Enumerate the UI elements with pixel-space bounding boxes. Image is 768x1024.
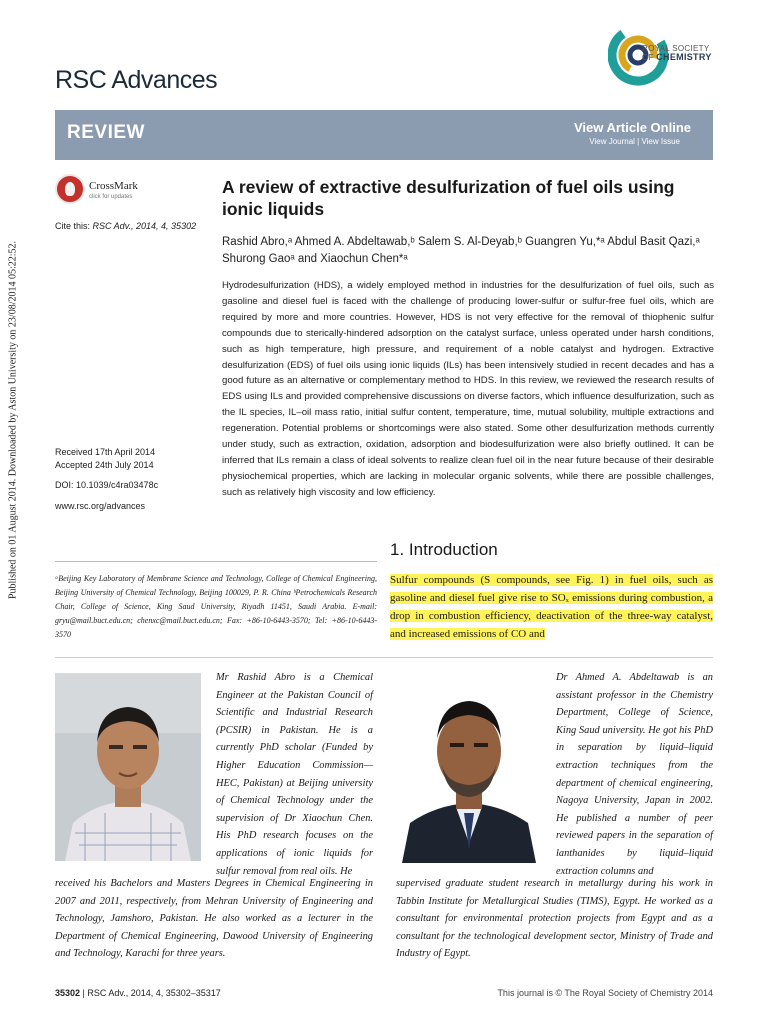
doi[interactable]: DOI: 10.1039/c4ra03478c: [55, 480, 159, 490]
bio-ahmed-abdeltawab-top: Dr Ahmed A. Abdeltawab is an assistant professor in the Chemistry Department, College of Science, King Saud university. He got his PhD in separation by liquid–liquid extraction techniques from the department of chemical engineering, Nagoya University, Japan in 2002. He published a number of peer reviewed papers in the separation of lanthanides by liquid–liquid extraction columns and: [556, 672, 713, 877]
article-title: A review of extractive desulfurization of fuel oils using ionic liquids: [222, 177, 675, 219]
bio-divider: [55, 657, 713, 658]
portrait-image: [396, 673, 542, 863]
introduction-paragraph: [390, 571, 713, 643]
view-journal-issue-links[interactable]: View Journal | View Issue: [589, 137, 680, 146]
bio-ahmed-abdeltawab-bottom: supervised graduate student research in metallurgy during his work in Tabbin Institute for Metallurgical Studies (TIMS), Egypt. He worked as a consultant for environmental protection projects from Egypt and as a consultant for the technological development sector, Ministry of Trade and Industry of Egypt.: [396, 878, 713, 960]
footer-citation: 35302 | RSC Adv., 2014, 4, 35302–35317: [55, 988, 221, 998]
footer-copyright: This journal is © The Royal Society of Chemistry 2014: [497, 988, 713, 998]
article-dates: Received 17th April 2014 Accepted 24th July 2014: [55, 447, 156, 470]
rsc-logo[interactable]: [608, 22, 718, 88]
download-stamp: Published on 01 August 2014. Downloaded by Aston University on 23/08/2014 05:22:52.: [7, 240, 19, 600]
journal-name: RSC Advances: [55, 66, 218, 94]
journal-website-link[interactable]: www.rsc.org/advances: [55, 501, 146, 511]
highlighted-text[interactable]: Sulfur compounds (S compounds, see Fig. 1) in fuel oils, such as gasoline and diesel fuel give rise to SOₓ emissions during combustion, a drop in combustion efficiency, deactivation of the three-way catalyst, and increased emissions of CO and: [390, 574, 713, 640]
author-photo-rashid-abro: [55, 673, 201, 861]
crossmark-badge[interactable]: CrossMark click for updates: [55, 174, 165, 208]
abstract: Hydrodesulfurization (HDS), a widely employed method in industries for the desulfurization of fuel oils, such as gasoline and diesel fuel is faced with the challenge of producing lower-sulfur or sulfur-free fuel oils, which are required by more and more countries. However, HDS is not very effective for the removal of thiophenic sulfur compounds due to sterically-hindered adsorption on the catalyst surface, unless operated under harsh conditions, such as high temperature, high pressure, and requirement of a noble catalyst and hydrogen. Extractive desulfurization (EDS) of fuel oils using ionic liquids (ILs) has been intensively studied in recent decades and has a good future as an alternative or complementary method to HDS. In this review, we reviewed the research results of EDS using ILs and provided comprehensive discussions on diverse factors, which influence desulfurization, such as the IL species, IL–oil mass ratio, initial sulfur content, temperature, time, mutual solubility, multiple extractions and regeneration. Potential problems or shortcomings were also stated. Some other desulfurization methods currently under study, such as extraction, oxidation, adsorption and biodesulfurization were also briefly outlined. It can be inferred that ILs remain a class of ideal solvents to realize clean fuel oil in the near future because of their desirable physiochemical properties, which are lacking in molecular organic solvents, while there are possible challenges, such as relatively high viscosity and low efficiency.: [222, 280, 714, 498]
citation: Cite this: RSC Adv., 2014, 4, 35302: [55, 221, 197, 231]
author-photo-ahmed-abdeltawab: [396, 673, 542, 863]
article-type-label: REVIEW: [67, 122, 145, 143]
rsc-logo-text: ROYAL SOCIETY OF CHEMISTRY: [642, 44, 712, 62]
author-list: Rashid Abro,ᵃ Ahmed A. Abdeltawab,ᵇ Salem S. Al-Deyab,ᵇ Guangren Yu,*ᵃ Abdul Basit Qazi,ᵃ Shurong Gaoᵃ and Xiaochun Chen*ᵃ: [222, 236, 700, 265]
affiliation-rule: [55, 561, 377, 562]
article-type-banner: [55, 110, 713, 160]
portrait-image: [55, 673, 201, 861]
view-article-online-link[interactable]: View Article Online: [573, 120, 691, 135]
bio-rashid-abro-bottom: received his Bachelors and Masters Degrees in Chemical Engineering in 2007 and 2011, respectively, from Mehran University of Engineering and Technology, Jamshoro, Pakistan. He also worked as a lecturer in the Department of Chemical Engineering, Dawood University of Engineering and Technology, Karachi for three years.: [55, 878, 373, 960]
crossmark-icon: [55, 174, 85, 204]
bio-rashid-abro-top: Mr Rashid Abro is a Chemical Engineer at the Pakistan Council of Scientific and Industrial Research (PCSIR) in Pakistan. He is a currently PhD scholar (Funded by Higher Education Commission—HEC, Pakistan) at Beijing university of Chemical Technology under the supervision of Dr Xiaochun Chen. His PhD research focuses on the applications of ionic liquids for sulfur removal from real oils. He: [216, 672, 373, 877]
affiliations: ᵃBeijing Key Laboratory of Membrane Science and Technology, College of Chemical Engineering, Beijing University of Chemical Technology, Beijing 100029, P. R. China ᵇPetrochemicals Research Chair, College of Science, King Saud University, Riyadh 11451, Saudi Arabia. E-mail: gryu@mail.buct.edu.cn; chenxc@mail.buct.edu.cn; Fax: +86-10-6443-3570; Tel: +86-10-6443-3570: [55, 574, 377, 639]
section-heading-introduction: 1. Introduction: [390, 540, 498, 559]
